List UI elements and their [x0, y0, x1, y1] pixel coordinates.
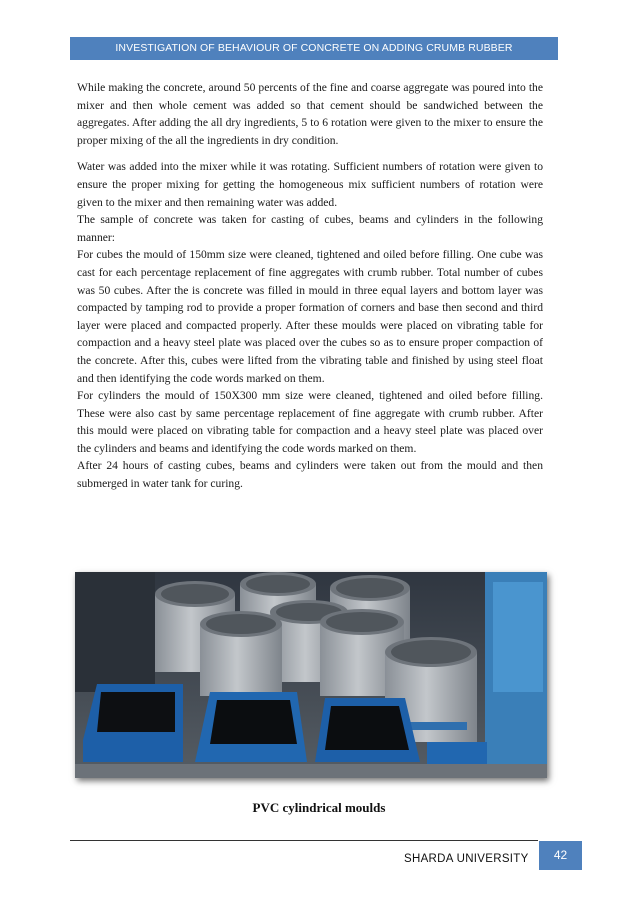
footer-divider: [70, 840, 538, 841]
body-text: [77, 79, 543, 493]
mould-photo-illustration: [75, 572, 547, 778]
page-number: 42: [539, 841, 582, 870]
paragraph-sampling: The sample of concrete was taken for casting of cubes, beams and cylinders in the following manner:: [77, 213, 543, 244]
paragraph-cubes: For cubes the mould of 150mm size were cleaned, tightened and oiled before filling. One cube was cast for each percentage replacement of fine aggregates with crumb rubber. Total number of cubes was 50 cubes. After the is concrete was filled in mould in three equal layers and bottom layer was compacted by tamping rod to provide a proper formation of corners and base then second and third layer were placed and compacted properly. After these moulds were placed on vibrating table for compaction and a heavy steel plate was placed over the cubes so as to ensure proper compaction of the concrete. After this, cubes were lifted from the vibrating table and finished by using steel float and then identifying the code words marked on them.: [77, 248, 543, 385]
running-header: INVESTIGATION OF BEHAVIOUR OF CONCRETE ON ADDING CRUMB RUBBER: [70, 37, 558, 60]
mould-photo: [75, 572, 547, 778]
paragraph-curing: After 24 hours of casting cubes, beams and cylinders were taken out from the mould and then submerged in water tank for curing.: [77, 459, 543, 491]
figure-caption: PVC cylindrical moulds: [252, 800, 386, 815]
paragraph-dry-mixing: While making the concrete, around 50 percents of the fine and coarse aggregate was poured into the mixer and then whole cement was added so that cement should be sandwiched between the aggregates. After adding the all dry ingredients, 5 to 6 rotation were given to the mixer to ensure the proper mixing of the all the ingredients in dry condition.: [77, 81, 543, 147]
paragraph-water-addition: Water was added into the mixer while it was rotating. Sufficient numbers of rotation were given to ensure the proper mixing for getting the homogeneous mix sufficient numbers of rotation were given to the mixer and then remaining water was added.: [77, 160, 543, 209]
paragraph-cylinders: For cylinders the mould of 150X300 mm size were cleaned, tightened and oiled before filling. These were also cast by same percentage replacement of fine aggregate with crumb rubber. After this mould were placed on vibrating table for compaction and a heavy steel plate was placed over the cylinders and beams and identifying the code words marked on them.: [77, 389, 543, 455]
footer-institution: SHARDA UNIVERSITY: [404, 853, 529, 865]
